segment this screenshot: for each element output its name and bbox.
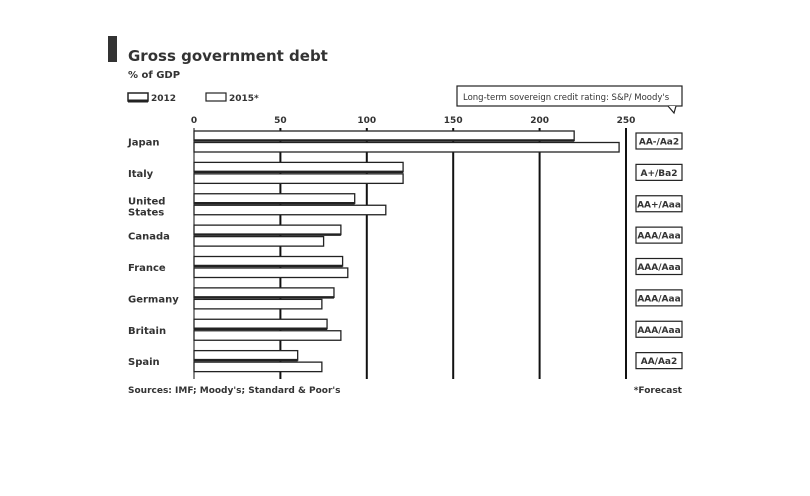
chart-title: Gross government debt — [128, 47, 328, 65]
category-label-spain: Spain — [128, 357, 160, 369]
bar-2012-britain — [194, 319, 327, 329]
x-axis-ticks — [191, 116, 636, 126]
chart-subtitle: % of GDP — [128, 70, 181, 81]
bars — [194, 131, 619, 372]
bar-2015-germany — [194, 299, 322, 309]
tick-label-150: 150 — [443, 116, 463, 126]
rating-label-italy: A+/Ba2 — [640, 168, 678, 179]
legend — [128, 93, 259, 104]
bar-2015-italy — [194, 174, 403, 184]
rating-label-france: AAA/Aaa — [637, 263, 681, 273]
callout-text: Long-term sovereign credit rating: S&P/ Moody's — [463, 93, 670, 103]
bar-2015-japan — [194, 143, 619, 153]
rating-label-britain: AAA/Aaa — [637, 325, 681, 336]
bar-2015-spain — [194, 362, 322, 372]
forecast-footnote: *Forecast — [633, 386, 682, 396]
bar-2012-japan — [194, 131, 574, 141]
category-label-germany: Germany — [128, 294, 179, 306]
tick-label-250: 250 — [616, 116, 636, 126]
rating-callout — [457, 86, 682, 113]
tick-label-0: 0 — [190, 116, 198, 126]
bar-2012-united-states — [194, 194, 355, 204]
tick-label-100: 100 — [357, 116, 377, 126]
title-accent — [108, 36, 117, 62]
ratings — [636, 133, 682, 369]
bar-2012-spain — [194, 351, 298, 361]
bar-2015-canada — [194, 237, 324, 247]
tick-label-200: 200 — [530, 116, 549, 126]
callout-pointer — [668, 106, 676, 113]
bar-2015-united-states — [194, 205, 386, 215]
bar-2015-britain — [194, 331, 341, 341]
source-note: Sources: IMF; Moody's; Standard & Poor's — [128, 386, 341, 396]
rating-label-germany: AAA/Aaa — [637, 294, 681, 305]
category-label-united-states: United States — [128, 196, 166, 219]
legend-swatch-2015 — [206, 93, 226, 101]
bar-2012-france — [194, 257, 343, 267]
bar-2015-france — [194, 268, 348, 278]
rating-label-japan: AA-/Aa2 — [638, 137, 680, 148]
category-label-japan: Japan — [128, 137, 160, 149]
category-labels — [127, 138, 179, 369]
bar-2012-germany — [194, 288, 334, 298]
rating-label-united-states: AA+/Aaa — [637, 200, 681, 211]
legend-label-2015: 2015* — [229, 94, 259, 104]
tick-label-50: 50 — [274, 116, 287, 126]
bar-2012-canada — [194, 225, 341, 235]
category-label-france: France — [128, 263, 166, 274]
bar-2012-italy — [194, 162, 403, 172]
category-label-britain: Britain — [128, 325, 167, 337]
rating-label-spain: AA/Aa2 — [640, 357, 678, 368]
rating-label-canada: AAA/Aaa — [637, 231, 681, 242]
category-label-canada: Canada — [128, 231, 170, 243]
legend-label-2012: 2012 — [151, 94, 177, 104]
category-label-italy: Italy — [128, 168, 154, 180]
